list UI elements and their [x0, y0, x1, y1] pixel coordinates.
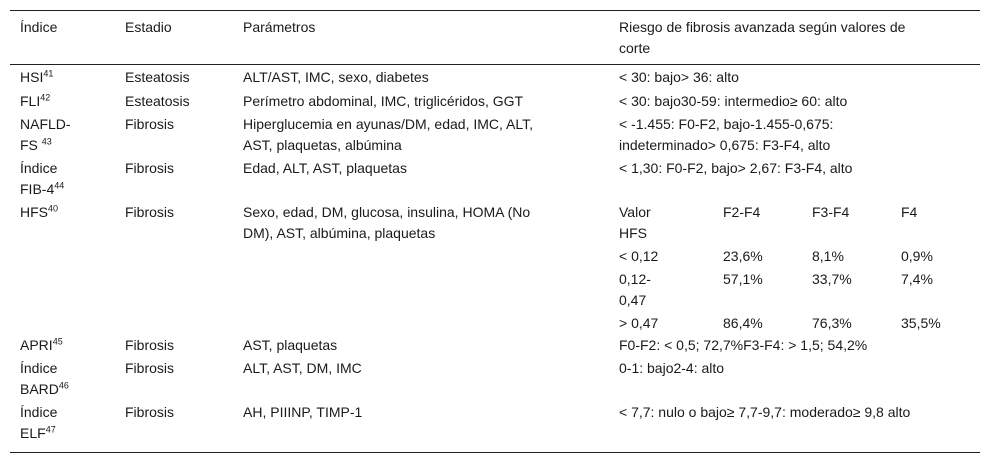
- row-fli-riesgo: < 30: bajo30-59: intermedio≥ 60: alto: [619, 93, 848, 109]
- row-bard-riesgo: 0-1: bajo2-4: alto: [619, 360, 725, 376]
- hfs-sub-header-f4: F4: [901, 204, 918, 220]
- row-fib4-name-line2: FIB-$4^{44}$: [20, 180, 65, 197]
- row-hfs-params-line2: DM), AST, albúmina, plaquetas: [243, 225, 436, 241]
- row-elf-name-line1: Índice: [20, 404, 58, 420]
- row-fli-params: Perímetro abdominal, IMC, triglicéridos, GGT: [243, 93, 524, 109]
- row-nafld-name-line2: FS $^{43}$: [20, 136, 52, 153]
- hfs-sub-r2-valor-line2: 0,47: [619, 292, 647, 308]
- row-nafld-params-line1: Hiperglucemia en ayunas/DM, edad, IMC, ALT,: [243, 116, 533, 132]
- row-nafld-riesgo-line1: < -1.455: F0-F2, bajo-1.455-0,675:: [619, 116, 834, 132]
- hfs-sub-r1-f4: 0,9%: [901, 248, 933, 264]
- row-hsi-params: ALT/AST, IMC, sexo, diabetes: [243, 69, 429, 85]
- row-nafld-name-line1: NAFLD-: [20, 116, 71, 132]
- header-indice: Índice: [20, 19, 58, 35]
- row-hsi-estadio: Esteatosis: [125, 69, 190, 85]
- row-hsi-riesgo: < 30: bajo> 36: alto: [619, 69, 739, 85]
- hfs-sub-r3-f3f4: 76,3%: [812, 315, 852, 331]
- row-fib4-riesgo: < 1,30: F0-F2, bajo> 2,67: F3-F4, alto: [619, 160, 853, 176]
- row-apri-estadio: Fibrosis: [125, 337, 175, 353]
- row-elf-estadio: Fibrosis: [125, 404, 175, 420]
- row-nafld-params-line2: AST, plaquetas, albúmina: [243, 137, 402, 153]
- hfs-sub-r2-f4: 7,4%: [901, 271, 933, 287]
- row-elf-params: AH, PIIINP, TIMP-1: [243, 404, 363, 420]
- row-bard-params: ALT, AST, DM, IMC: [243, 360, 362, 376]
- hfs-sub-r3-f4: 35,5%: [901, 315, 941, 331]
- hfs-sub-r2-f3f4: 33,7%: [812, 271, 852, 287]
- header-riesgo-line2: corte: [619, 40, 651, 56]
- row-fib4-params: Edad, ALT, AST, plaquetas: [243, 160, 407, 176]
- fibrosis-index-table: [10, 10, 980, 453]
- row-fib4-estadio: Fibrosis: [125, 160, 175, 176]
- header-riesgo-line1: Riesgo de fibrosis avanzada según valores de: [619, 19, 906, 35]
- row-hfs-name: HFS$^{40}$: [20, 203, 59, 220]
- row-nafld-riesgo-line2: indeterminado> 0,675: F3-F4, alto: [619, 137, 831, 153]
- hfs-sub-r1-f3f4: 8,1%: [812, 248, 844, 264]
- hfs-sub-r3-valor: > 0,47: [619, 315, 659, 331]
- row-fib4-name-line1: Índice: [20, 160, 58, 176]
- hfs-sub-header-valor-line1: Valor: [619, 204, 651, 220]
- header-parametros: Parámetros: [243, 19, 316, 35]
- row-nafld-estadio: Fibrosis: [125, 116, 175, 132]
- row-hfs-params-line1: Sexo, edad, DM, glucosa, insulina, HOMA (No: [243, 204, 531, 220]
- row-bard-name-line2: BARD$^{46}$: [20, 380, 69, 397]
- row-elf-name-line2: ELF$^{47}$: [20, 424, 56, 441]
- hfs-sub-header-f3f4: F3-F4: [812, 204, 850, 220]
- row-fli-estadio: Esteatosis: [125, 93, 190, 109]
- row-apri-name: APRI$^{45}$: [20, 336, 63, 353]
- header-divider: [10, 64, 980, 65]
- row-bard-estadio: Fibrosis: [125, 360, 175, 376]
- hfs-sub-r3-f2f4: 86,4%: [723, 315, 763, 331]
- row-fli-name: FLI$^{42}$: [20, 92, 51, 109]
- hfs-sub-header-valor-line2: HFS: [619, 225, 647, 241]
- row-elf-riesgo: < 7,7: nulo o bajo≥ 7,7-9,7: moderado≥ 9,8 alto: [619, 404, 911, 420]
- hfs-sub-r1-valor: < 0,12: [619, 248, 659, 264]
- hfs-sub-r2-valor-line1: 0,12-: [619, 271, 651, 287]
- header-estadio: Estadio: [125, 19, 172, 35]
- row-apri-riesgo: F0-F2: < 0,5; 72,7%F3-F4: > 1,5; 54,2%: [619, 337, 868, 353]
- row-hsi-name: HSI$^{41}$: [20, 68, 54, 85]
- hfs-sub-header-f2f4: F2-F4: [723, 204, 761, 220]
- row-bard-name-line1: Índice: [20, 360, 58, 376]
- row-apri-params: AST, plaquetas: [243, 337, 338, 353]
- hfs-sub-r1-f2f4: 23,6%: [723, 248, 763, 264]
- hfs-sub-r2-f2f4: 57,1%: [723, 271, 763, 287]
- row-hfs-estadio: Fibrosis: [125, 204, 175, 220]
